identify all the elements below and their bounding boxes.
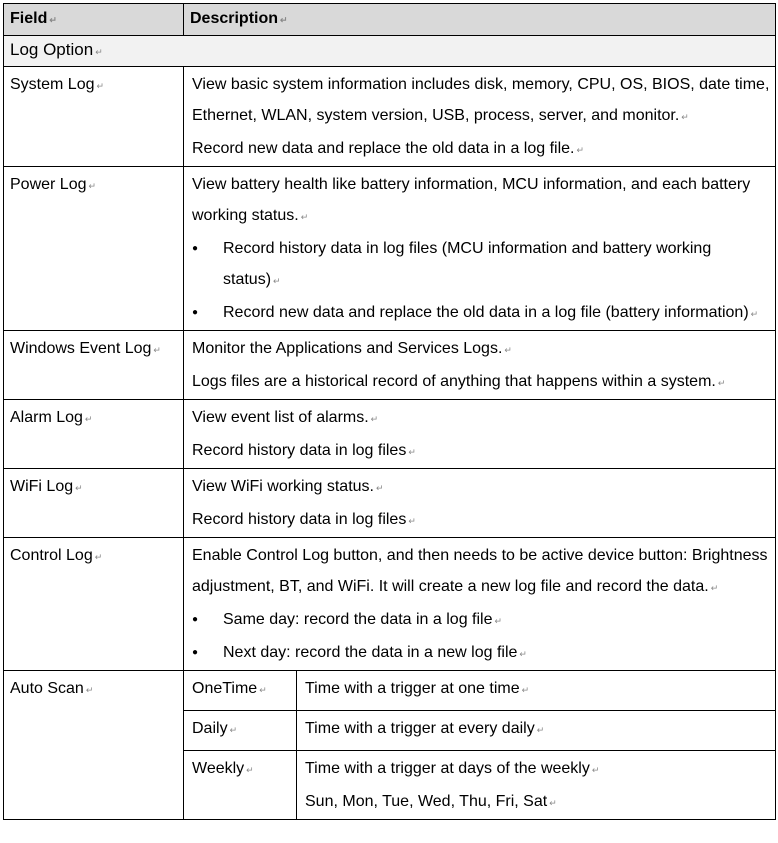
bullet-item: ● Same day: record the data in a log file ↵ <box>192 604 773 637</box>
description-line: View battery health like battery information, MCU information, and each battery working status. ↵ <box>192 176 751 224</box>
description-line: Record history data in log files ↵ <box>192 442 416 459</box>
description-cell <box>184 67 776 167</box>
description-line: Logs files are a historical record of anything that happens within a system. ↵ <box>192 373 726 390</box>
table-row-windows-event-log <box>4 331 776 400</box>
table-row-system-log <box>4 67 776 167</box>
field-cell: WiFi Log ↵ <box>4 469 184 538</box>
description-cell <box>184 469 776 538</box>
table-row-auto-scan-onetime <box>4 671 776 711</box>
description-line: Record new data and replace the old data in a log file. ↵ <box>192 140 585 157</box>
section-row <box>4 36 776 67</box>
bullet-item: ● Record new data and replace the old data in a log file (battery information) ↵ <box>192 297 773 330</box>
description-line: View event list of alarms. ↵ <box>192 409 379 426</box>
description-line: View WiFi working status. ↵ <box>192 478 384 495</box>
description-line: Monitor the Applications and Services Logs. ↵ <box>192 340 512 357</box>
description-cell: Time with a trigger at one time ↵ <box>297 671 776 711</box>
description-cell <box>184 400 776 469</box>
description-line: View basic system information includes disk, memory, CPU, OS, BIOS, date time, Ethernet, WLAN, system version, USB, process, server, and monitor. ↵ <box>192 76 770 124</box>
field-cell: Control Log ↵ <box>4 538 184 671</box>
field-cell: Windows Event Log ↵ <box>4 331 184 400</box>
table-row-control-log <box>4 538 776 671</box>
log-option-table <box>3 3 776 820</box>
description-cell <box>297 751 776 820</box>
section-title: Log Option ↵ <box>4 36 776 67</box>
field-cell: System Log ↵ <box>4 67 184 167</box>
subfield-cell: Weekly ↵ <box>184 751 297 820</box>
table-header <box>4 4 776 36</box>
subfield-cell: OneTime ↵ <box>184 671 297 711</box>
description-header: Description ↵ <box>184 4 776 36</box>
field-cell: Alarm Log ↵ <box>4 400 184 469</box>
description-cell <box>184 331 776 400</box>
description-line: Enable Control Log button, and then needs to be active device button: Brightness adjustment, BT, and WiFi. It will create a new log file and record the data. ↵ <box>192 547 768 595</box>
description-line: Sun, Mon, Tue, Wed, Thu, Fri, Sat ↵ <box>305 793 557 810</box>
field-cell: Power Log ↵ <box>4 167 184 331</box>
field-header: Field ↵ <box>4 4 184 36</box>
description-line: Record history data in log files ↵ <box>192 511 416 528</box>
table-row-power-log <box>4 167 776 331</box>
bullet-item: ● Record history data in log files (MCU information and battery working status) ↵ <box>192 233 773 297</box>
subfield-cell: Daily ↵ <box>184 711 297 751</box>
description-cell: Time with a trigger at every daily ↵ <box>297 711 776 751</box>
field-cell: Auto Scan ↵ <box>4 671 184 820</box>
description-cell <box>184 538 776 671</box>
description-line: Time with a trigger at days of the weekly ↵ <box>305 760 600 777</box>
bullet-item: ● Next day: record the data in a new log file ↵ <box>192 637 773 670</box>
description-cell <box>184 167 776 331</box>
table-row-alarm-log <box>4 400 776 469</box>
table-row-wifi-log <box>4 469 776 538</box>
